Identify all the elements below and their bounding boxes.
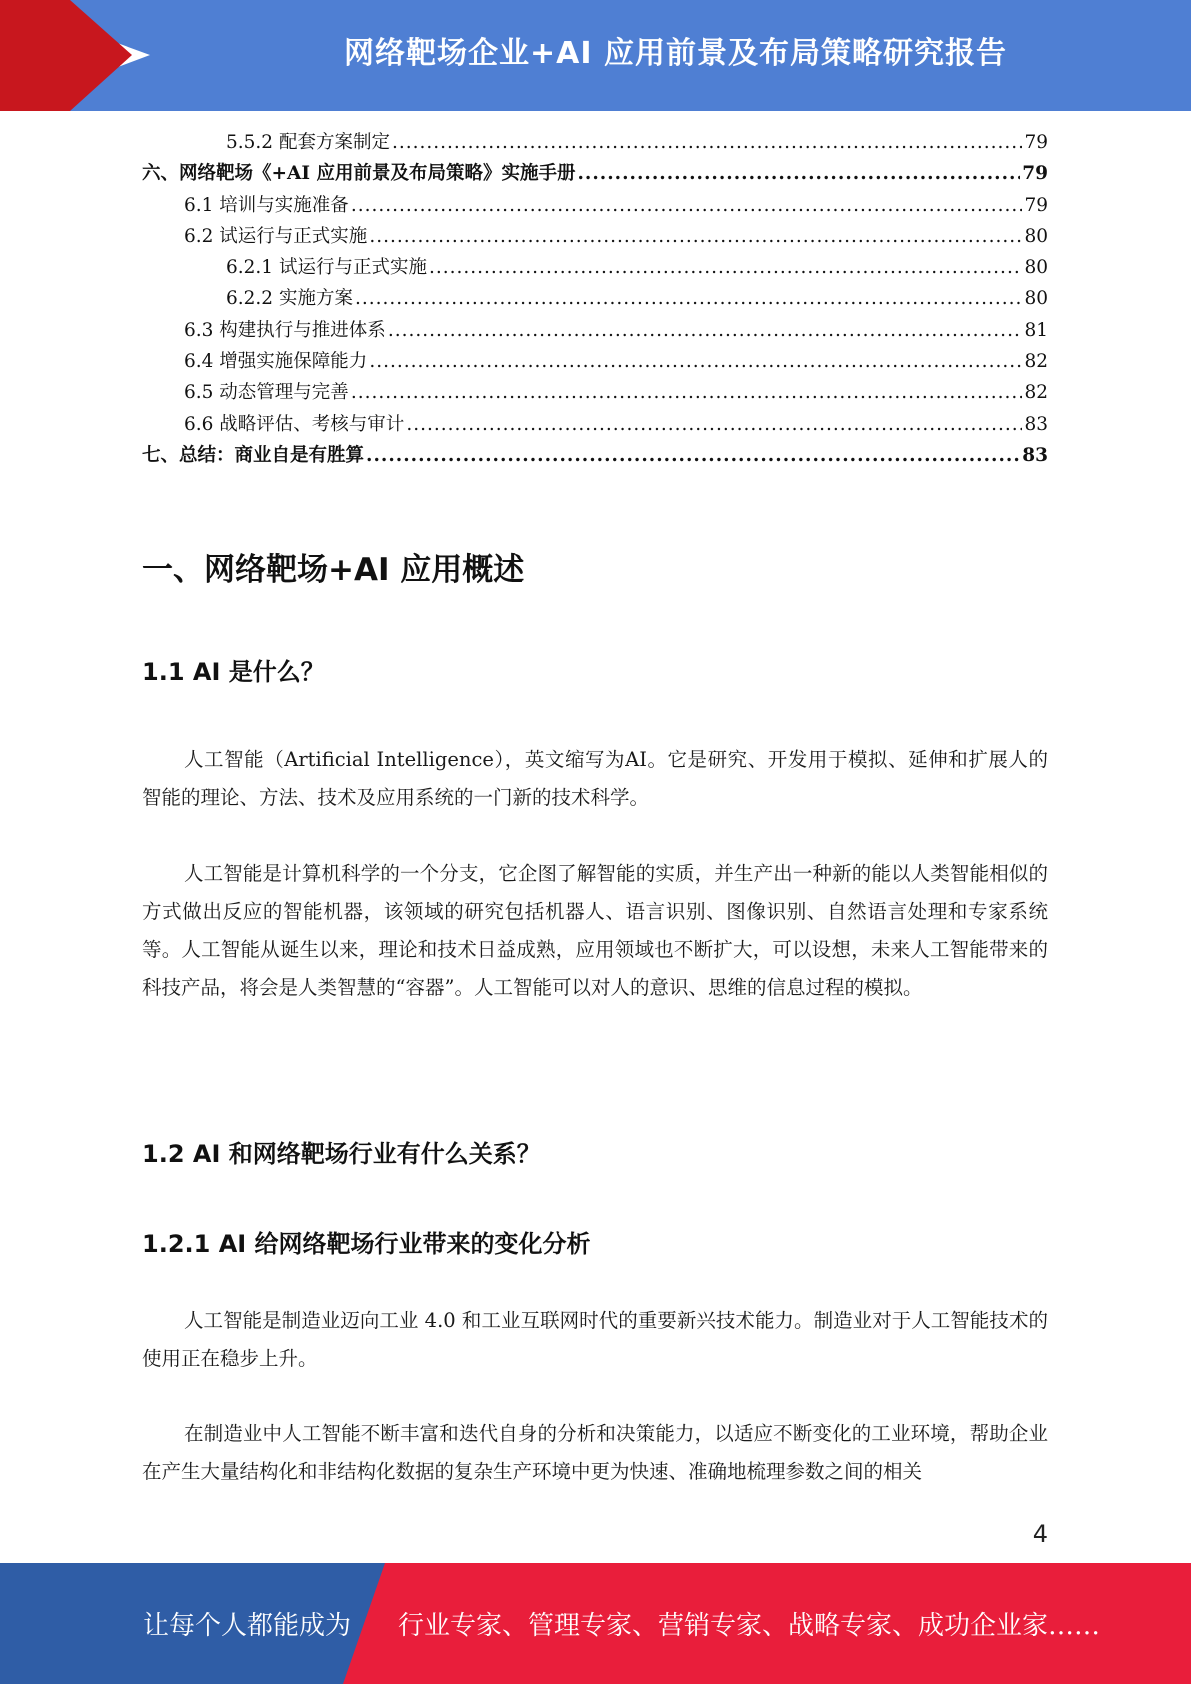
toc-leader [388, 320, 1023, 341]
toc-entry[interactable] [142, 347, 1048, 378]
toc-leader [369, 351, 1022, 372]
section-heading-1-1: 1.1 AI 是什么？ [142, 658, 325, 686]
toc-entry-page: 79 [1022, 163, 1048, 185]
toc-entry-title: 七、总结：商业自是有胜算 [142, 444, 365, 466]
toc-entry[interactable] [142, 378, 1048, 409]
toc-entry[interactable] [142, 316, 1048, 347]
page-number: 4 [1032, 1520, 1048, 1548]
toc-leader [351, 195, 1023, 216]
toc-entry[interactable] [142, 159, 1048, 190]
page-header [0, 0, 1191, 111]
toc-leader [366, 445, 1020, 466]
toc-entry-page: 79 [1024, 194, 1048, 216]
toc-entry-page: 79 [1024, 132, 1048, 153]
toc-entry[interactable] [142, 222, 1048, 253]
toc-entry[interactable] [142, 284, 1048, 315]
table-of-contents [142, 128, 1048, 472]
toc-entry-page: 82 [1024, 351, 1048, 373]
toc-entry-page: 80 [1024, 257, 1048, 279]
chapter-heading: 一、网络靶场+AI 应用概述 [142, 552, 525, 588]
toc-entry-title: 6.4 增强实施保障能力 [184, 351, 368, 373]
toc-leader [355, 288, 1023, 309]
toc-entry-title: 5.5.2 配套方案制定 [226, 132, 390, 153]
toc-leader [369, 226, 1022, 247]
paragraph-ai-definition: 人工智能（Artificial Intelligence），英文缩写为AI。它是研究、开发用于模拟、延伸和扩展人的智能的理论、方法、技术及应用系统的一门新的技术科学。 [142, 748, 1048, 809]
toc-entry-page: 83 [1024, 413, 1048, 435]
toc-entry-title: 六、网络靶场《+AI 应用前景及布局策略》实施手册 [142, 163, 576, 185]
toc-entry-title: 6.5 动态管理与完善 [184, 382, 349, 404]
footer-slogan-right: 行业专家、管理专家、营销专家、战略专家、成功企业家…… [398, 1611, 1101, 1641]
footer-slogan-left: 让每个人都能成为 [143, 1611, 352, 1641]
toc-entry-page: 81 [1024, 319, 1048, 341]
toc-entry-page: 80 [1024, 225, 1048, 247]
toc-entry[interactable] [142, 410, 1048, 441]
toc-entry-page: 83 [1022, 444, 1048, 466]
report-title: 网络靶场企业+AI 应用前景及布局策略研究报告 [344, 36, 1007, 71]
toc-leader [577, 163, 1020, 184]
toc-entry-title: 6.2.1 试运行与正式实施 [226, 257, 427, 279]
toc-entry[interactable] [142, 191, 1048, 222]
section-heading-1-2: 1.2 AI 和网络靶场行业有什么关系？ [142, 1140, 541, 1168]
toc-entry-title: 6.2 试运行与正式实施 [184, 225, 368, 247]
toc-entry-title: 6.6 战略评估、考核与审计 [184, 413, 405, 435]
toc-leader [429, 257, 1022, 278]
toc-leader [392, 132, 1022, 153]
toc-entry-page: 82 [1024, 382, 1048, 404]
paragraph-manufacturing-ai: 在制造业中人工智能不断丰富和迭代自身的分析和决策能力，以适应不断变化的工业环境，帮助企业在产生大量结构化和非结构化数据的复杂生产环境中更为快速、准确地梳理参数之间的相关 [142, 1422, 1048, 1483]
toc-entry-title: 6.1 培训与实施准备 [184, 194, 349, 216]
paragraph-ai-branch: 人工智能是计算机科学的一个分支，它企图了解智能的实质，并生产出一种新的能以人类智能相似的方式做出反应的智能机器，该领域的研究包括机器人、语言识别、图像识别、自然语言处理和专家系统等。人工智能从诞生以来，理论和技术日益成熟，应用领域也不断扩大，可以设想，未来人工智能带来的科技产品，将会是人类智慧的“容器”。人工智能可以对人的意识、思维的信息过程的模拟。 [142, 862, 1048, 999]
page-footer [0, 1563, 1191, 1684]
toc-entry-title: 6.2.2 实施方案 [226, 288, 353, 310]
toc-entry-page: 80 [1024, 288, 1048, 310]
toc-leader [406, 414, 1022, 435]
toc-entry[interactable] [142, 253, 1048, 284]
toc-entry[interactable] [142, 128, 1048, 159]
paragraph-industry-4: 人工智能是制造业迈向工业 4.0 和工业互联网时代的重要新兴技术能力。制造业对于人工智能技术的使用正在稳步上升。 [142, 1309, 1048, 1370]
section-heading-1-2-1: 1.2.1 AI 给网络靶场行业带来的变化分析 [142, 1230, 591, 1258]
toc-entry-title: 6.3 构建执行与推进体系 [184, 319, 386, 341]
toc-entry[interactable] [142, 441, 1048, 472]
toc-leader [351, 382, 1023, 403]
